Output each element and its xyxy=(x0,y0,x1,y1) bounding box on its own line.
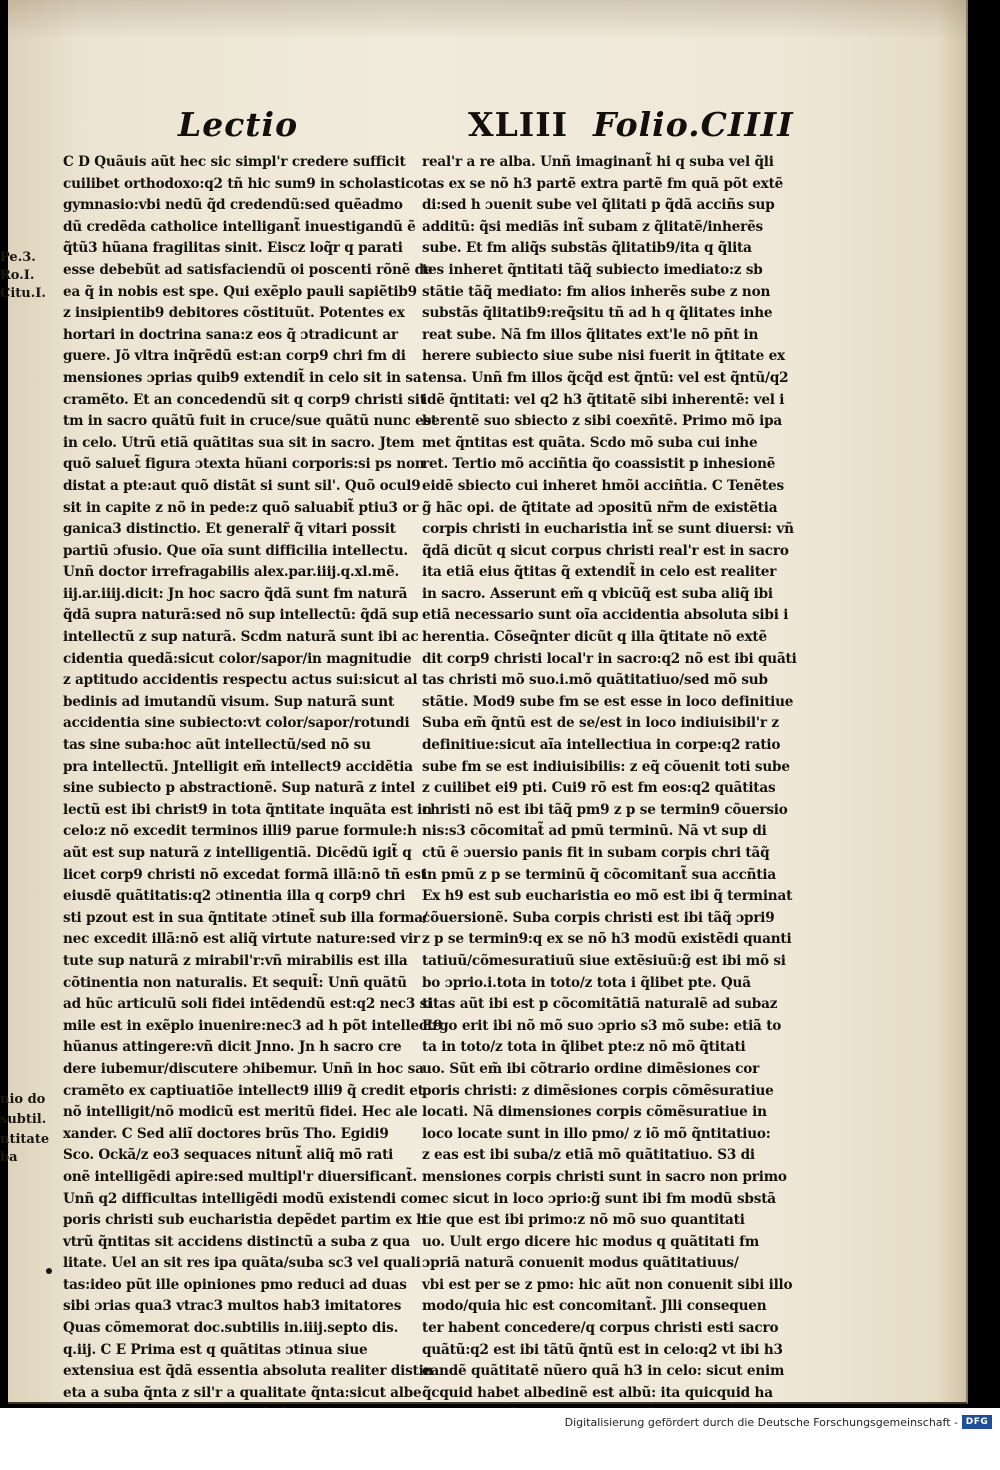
text-line: Unñ doctor irrefragabilis alex.par.iiij.q.xl.mẽ. xyxy=(63,564,400,581)
text-line: vtrũ q̃ntitas sit accidens distinctũ a suba z qua xyxy=(63,1233,411,1250)
text-line: pra intellectũ. Jntelligit em̃ intellect9 accidẽtia xyxy=(63,758,413,775)
text-line: in celo. Utrũ etiã quãtitas sua sit in sacro. Jtem xyxy=(63,434,415,451)
text-line: extensiua est q̃dã essentia absoluta realiter distin xyxy=(63,1363,434,1380)
text-line: nec sicut in loco ɔprio:g̃ sunt ibi fm modũ sbstã xyxy=(422,1190,776,1207)
text-line: hũanus attingere:vñ dicit Jnno. Jn h sacro cre xyxy=(63,1039,402,1056)
header-number: XLIII xyxy=(468,105,569,144)
text-line: lectũ est ibi christ9 in tota q̃ntitate inquãta est in xyxy=(63,801,432,818)
text-line: reat sube. Nã fm illos q̃litates ext'le nõ pñt in xyxy=(422,326,759,343)
header-folio: Folio.CIIII xyxy=(593,105,794,144)
text-line: etiã necessario sunt oĩa accidentia absoluta sibi i xyxy=(422,607,789,624)
text-line: ea q̃ in nobis est spe. Qui exẽplo pauli sapiẽtib9 xyxy=(63,283,417,300)
text-line: tas:ideo pũt ille opiniones pmo reduci ad duas xyxy=(63,1276,407,1293)
text-line: uo. Uult ergo dicere hic modus q quãtitati fm xyxy=(422,1233,759,1250)
text-line: uo. Sũt em̃ ibi cõtrario ordine dimẽsiones cor xyxy=(422,1060,760,1077)
text-line: Suba em̃ q̃ntũ est de se/est in loco indiuisibil'r z xyxy=(422,715,779,732)
text-line: ita etiã eius q̃titas q̃ extendit̃ in celo est realiter xyxy=(422,564,777,581)
text-line: mile est in exẽplo inuenire:nec3 ad h põt intellect9 xyxy=(63,1017,443,1034)
text-line: dit corp9 christi local'r in sacro:q2 nõ est ibi quãti xyxy=(422,650,797,667)
text-line: stãtie tãq̃ mediato: fm alios inherẽs sube z non xyxy=(422,283,771,300)
text-line: herere subiecto siue sube nisi fuerit in q̃titate ex xyxy=(422,348,785,365)
text-line: tes inheret q̃ntitati tãq̃ subiecto imediato:z sb xyxy=(422,261,763,278)
text-line: berentẽ suo sbiecto z sibi coexñtẽ. Primo mõ ipa xyxy=(422,413,783,430)
text-line: z p se termin9:q ex se nõ h3 modũ existẽdi quanti xyxy=(422,931,792,948)
text-line: tm in sacro quãtũ fuit in cruce/sue quãtũ nunc est xyxy=(63,413,438,430)
text-line: eidẽ sbiecto cui inheret hmõi acciñtia. C Tenẽtes xyxy=(422,477,784,494)
text-line: onẽ intelligẽdi apire:sed multipl'r diuersificant̃. xyxy=(63,1168,417,1185)
text-line: z insipientib9 debitores cõstituũt. Potentes ex xyxy=(63,305,405,322)
text-line: sube fm se est indiuisibilis: z eq̃ cõuenit toti sube xyxy=(422,758,790,775)
text-line: q̃dã dicũt q sicut corpus christi real'r est in sacro xyxy=(422,542,789,559)
text-line: locati. Nã dimensiones corpis cõmẽsuratiue in xyxy=(422,1104,767,1121)
text-line: poris christi sub eucharistia depẽdet partim ex h xyxy=(63,1212,426,1229)
text-line: gymnasio:vbi nedũ q̃d credendũ:sed quẽadmo xyxy=(63,197,403,214)
margin-note: Pe.3. xyxy=(0,250,36,265)
text-column-left xyxy=(63,152,443,1426)
text-line: definitiue:sicut aĩa intellectiua in corpe:q2 ratio xyxy=(422,737,781,754)
margin-note: subtil. xyxy=(0,1112,47,1127)
margin-note: ba xyxy=(0,1150,18,1165)
text-line: mensiones ɔprias quib9 extendit̃ in celo sit in sa xyxy=(63,369,422,386)
text-line: ter habent concedere/q corpus christi esti sacro xyxy=(422,1320,779,1337)
text-line: ganica3 distinctio. Et generalr̃ q̃ vitari possit xyxy=(63,521,396,538)
text-line: bedinis ad imutandũ visum. Sup naturã sunt xyxy=(63,693,395,710)
text-line: q̃tũ3 hũana fragilitas sinit. Eiscz loq̃r q parati xyxy=(63,240,403,257)
text-line: bo ɔprio.i.tota in toto/z tota i q̃libet pte. Quã xyxy=(422,974,751,991)
text-line: stãtie. Mod9 sube fm se est esse in loco definitiue xyxy=(422,693,794,710)
text-line: ta in toto/z tota in q̃libet pte:z nõ mõ q̃titati xyxy=(422,1039,746,1056)
text-line: iij.ar.iiij.dicit: Jn hoc sacro q̃dã sunt fm naturã xyxy=(63,585,408,602)
text-line: quõ saluet̃ figura ɔtexta hũani corporis:si ps non xyxy=(63,456,425,473)
text-line: idẽ q̃ntitati: vel q2 h3 q̃titatẽ sibi inherentẽ: vel i xyxy=(422,391,785,408)
text-line: mensiones corpis christi sunt in sacro non primo xyxy=(422,1168,787,1185)
text-line: Ex h9 est sub eucharistia eo mõ est ibi q̃ terminat xyxy=(422,888,793,905)
text-line: licet corp9 christi nõ excedat formã illã:nõ tñ est xyxy=(63,866,427,883)
text-line: g̃ hãc opi. de q̃titate ad ɔpositũ nr̃m de existẽtia xyxy=(422,499,778,516)
text-line: celo:z nõ excedit terminos illi9 parue formule:h xyxy=(63,823,417,840)
text-line: real'r a re alba. Unñ imaginant̃ hi q suba vel q̃li xyxy=(422,154,774,170)
text-line: distat a pte:aut quõ distãt si sunt sil'. Quõ ocul9 xyxy=(63,477,421,494)
book-page xyxy=(8,0,968,1404)
header-lectio: Lectio xyxy=(178,105,299,144)
text-line: in pmũ z p se terminũ q̃ cõcomitant̃ sua accñtia xyxy=(422,866,776,883)
text-line: ɔpriã naturã conuenit modus quãtitatiuus/ xyxy=(422,1255,739,1272)
text-line: dũ credẽda catholice intelligant̃ inuestigandũ ẽ xyxy=(63,218,416,235)
text-line: herentia. Cõseq̃nter dicũt q illa q̃titate nõ extẽ xyxy=(422,629,767,646)
margin-note: nio do xyxy=(0,1092,46,1107)
text-line: esse debebũt ad satisfaciendũ oi poscenti rõnẽ de xyxy=(63,261,433,278)
text-line: guere. Jõ vltra inq̃rẽdũ est:an corp9 chri fm di xyxy=(63,348,406,365)
text-line: ctũ ẽ ɔuersio panis fit in subam corpis chri tãq̃ xyxy=(422,845,770,861)
text-line: cõtinentia non naturalis. Et sequit̃: Unñ quãtũ xyxy=(63,974,407,991)
text-line: in sacro. Asserunt em̃ q vbicũq̃ est suba aliq̃ ibi xyxy=(422,585,773,602)
text-line: cramẽto. Et an concedendũ sit q corp9 christi sit xyxy=(63,391,426,408)
text-line: cidentia quedã:sicut color/sapor/in magnitudie xyxy=(63,650,412,667)
text-line: accidentia sine subiecto:vt color/sapor/rotundi xyxy=(63,715,410,732)
text-line: met q̃ntitas est quãta. Scdo mõ suba cui inhe xyxy=(422,434,758,451)
text-line: z cuilibet ei9 pti. Cui9 rõ est fm eos:q2 quãtitas xyxy=(422,780,776,797)
text-line: substãs q̃litatib9:req̃situ tñ ad h q q̃litates inhe xyxy=(422,305,773,322)
text-line: C D Quãuis aũt hec sic simpl'r credere sufficit xyxy=(63,154,406,170)
text-line: dere iubemur/discutere ɔhibemur. Unñ in hoc sa xyxy=(63,1060,424,1077)
text-line: partiũ ɔfusio. Que oĩa sunt difficilia intellectu. xyxy=(63,542,408,559)
text-line: tatiuũ/cõmesuratiuũ siue extẽsiuũ:g̃ est ibi mõ si xyxy=(422,952,786,969)
text-line: nec excedit illã:nõ est aliq̃ virtute nature:sed vir xyxy=(63,931,420,948)
text-line: christi nõ est ibi tãq̃ pm9 z p se termin9 cõuersio xyxy=(422,801,788,818)
text-line: quãtũ:q2 est ibi tãtũ q̃ntũ est in celo:q2 vt ibi h3 xyxy=(422,1341,783,1358)
text-line: sti pzout est in sua q̃ntitate ɔtinet̃ sub illa forma/ xyxy=(63,909,428,926)
text-line: tas sine suba:hoc aũt intellectũ/sed nõ su xyxy=(63,737,371,754)
dfg-logo: DFG xyxy=(962,1415,992,1429)
text-line: z eas est ibi suba/z etiã mõ quãtitatiuo. S3 di xyxy=(422,1147,755,1164)
margin-note: ntitate xyxy=(0,1132,50,1147)
footer-bar xyxy=(0,1408,1000,1437)
text-line: sine subiecto p abstractionẽ. Sup naturã z intel xyxy=(63,780,416,797)
page-shading xyxy=(8,0,966,40)
text-line: loco locate sunt in illo pmo/ z iõ mõ q̃ntitatiuo: xyxy=(422,1125,771,1142)
text-column-right xyxy=(422,152,797,1426)
text-line: Sco. Ockã/z eo3 sequaces nitunt̃ aliq̃ mõ rati xyxy=(63,1147,394,1164)
running-header xyxy=(8,105,966,155)
text-line: cramẽto ex captiuatiõe intellect9 illi9 q̃ credit et xyxy=(63,1082,424,1099)
text-line: titas aũt ibi est p cõcomitãtiã naturalẽ ad subaz xyxy=(422,996,778,1013)
text-line: intellectũ z sup naturã. Scdm naturã sunt ibi ac xyxy=(63,629,419,646)
text-line: litate. Uel an sit res ipa quãta/suba sc3 vel quali xyxy=(63,1255,421,1272)
facing-page-fragment xyxy=(0,250,50,1470)
text-line: xander. C Sed aliĩ doctores brũs Tho. Egidi9 xyxy=(63,1125,389,1142)
text-line: q̃cquid habet albedinẽ est albũ: ita quicquid ha xyxy=(422,1384,773,1401)
text-line: di:sed h ɔuenit sube vel q̃litati p q̃dã acciñs sup xyxy=(422,197,775,214)
text-line: modo/quia hic est concomitant̃. Jlli consequen xyxy=(422,1298,767,1315)
text-line: tute sup naturã z mirabil'r:vñ mirabilis est illa xyxy=(63,952,408,969)
text-line: sube. Et fm aliq̃s substãs q̃litatib9/ita q q̃lita xyxy=(422,240,752,257)
margin-note: Citu.I. xyxy=(0,286,46,301)
text-line: tas christi mõ suo.i.mõ quãtitatiuo/sed mõ sub xyxy=(422,672,768,689)
text-line: eiusdẽ quãtitatis:q2 ɔtinentia illa q corp9 chri xyxy=(63,888,406,905)
text-line: z aptitudo accidentis respectu actus sui:sicut al xyxy=(63,672,418,689)
text-line: tas ex se nõ h3 partẽ extra partẽ fm quã põt extẽ xyxy=(422,175,784,192)
ink-spot xyxy=(46,1268,52,1274)
text-line: aũt est sup naturã z intelligentiã. Dicẽdũ igit̃ q xyxy=(63,845,412,861)
text-line: sit in capite z nõ in pede:z quõ saluabit̃ ptiu3 or xyxy=(63,499,419,516)
text-line: ret. Tertio mõ acciñtia q̃o coassistit p inhesionẽ xyxy=(422,456,776,473)
text-line: hortari in doctrina sana:z eos q̃ ɔtradicunt ar xyxy=(63,326,398,343)
text-line: q.iij. C E Prima est q quãtitas ɔtinua siue xyxy=(63,1341,368,1358)
text-line: q̃dã supra naturã:sed nõ sup intellectũ: q̃dã sup xyxy=(63,607,419,624)
text-line: additũ: q̃si mediãs int̃ subam z q̃litatẽ/inherẽs xyxy=(422,218,763,235)
text-line: eandẽ quãtitatẽ nũero quã h3 in celo: sicut enim xyxy=(422,1363,785,1380)
text-line: eta a suba q̃nta z sil'r a qualitate q̃nta:sicut albe xyxy=(63,1384,422,1401)
text-line: Ergo erit ibi nõ mõ suo ɔprio s3 mõ sube: etiã to xyxy=(422,1017,782,1034)
text-line: cõuersionẽ. Suba corpis christi est ibi tãq̃ ɔpri9 xyxy=(422,909,775,926)
text-line: nõ intelligit/nõ modicũ est meritũ fidei. Hec ale xyxy=(63,1104,418,1121)
text-line: ad hũc articulũ soli fidei intẽdendũ est:q2 nec3 si xyxy=(63,996,433,1013)
text-line: vbi est per se z pmo: hic aũt non conuenit sibi illo xyxy=(422,1276,793,1293)
text-line: corpis christi in eucharistia int̃ se sunt diuersi: vñ xyxy=(422,521,794,538)
funding-credit: Digitalisierung gefördert durch die Deutsche Forschungsgemeinschaft - xyxy=(564,1416,958,1429)
text-line: sibi ɔrias qua3 vtrac3 multos hab3 imitatores xyxy=(63,1298,402,1315)
text-line: poris christi: z dimẽsiones corpis cõmẽsuratiue xyxy=(422,1082,774,1099)
text-line: Quas cõmemorat doc.subtilis in.iiij.septo dis. xyxy=(63,1320,399,1337)
text-line: nis:s3 cõcomitat̃ ad pmũ terminũ. Nã vt sup di xyxy=(422,823,767,840)
text-line: cuilibet orthodoxo:q2 tñ hic sum9 in scholastico xyxy=(63,175,423,192)
text-line: tensa. Unñ fm illos q̃cq̃d est q̃ntũ: vel est q̃ntũ/q2 xyxy=(422,369,789,386)
margin-note: Ro.I. xyxy=(0,268,35,283)
text-line: Unñ q2 difficultas intelligẽdi modũ existendi cor xyxy=(63,1190,425,1207)
text-line: tie que est ibi primo:z nõ mõ suo quantitati xyxy=(422,1212,745,1229)
